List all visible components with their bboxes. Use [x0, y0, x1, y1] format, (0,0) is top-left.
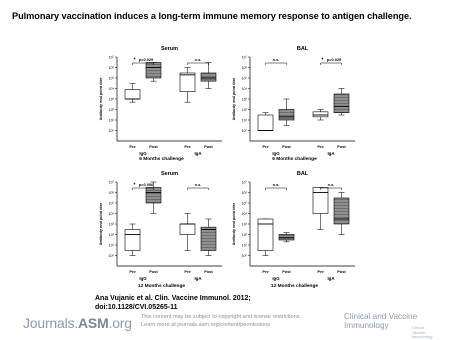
- box-igg-pre: [258, 115, 273, 131]
- box-iga-post: [334, 94, 349, 113]
- y-tick-label: 10⁶: [241, 66, 247, 70]
- y-axis-label: Antibody end point titre: [232, 77, 236, 121]
- footer-bar: [0, 309, 450, 338]
- x-axis-title: 6 Months challenge: [272, 157, 317, 162]
- ns-label: n.s.: [194, 57, 202, 62]
- group-label-iga: IgA: [327, 151, 335, 156]
- journal-mini-line-2: Vaccine: [412, 330, 426, 335]
- y-tick-label: 10⁰: [108, 254, 114, 258]
- x-tick-label: Post: [282, 144, 291, 149]
- y-tick-label: 10⁵: [241, 201, 247, 206]
- panel-title: BAL: [296, 171, 309, 177]
- y-tick-label: 10⁷: [241, 55, 247, 60]
- citation-doi[interactable]: doi:10.1128/CVI.05265-11: [95, 304, 178, 311]
- y-tick-label: 10²: [241, 108, 247, 112]
- x-tick-label: Post: [337, 144, 346, 149]
- y-tick-label: 10⁶: [108, 66, 114, 70]
- box-iga-pre: [180, 73, 195, 92]
- journal-mini-line-3: Immunology: [412, 335, 433, 339]
- x-tick-label: Pre: [129, 144, 136, 149]
- x-tick-label: Pre: [317, 269, 324, 274]
- box-igg-pre: [125, 229, 140, 250]
- citation-line-1: Ana Vujanic et al. Clin. Vaccine Immunol. 2012;: [95, 295, 251, 302]
- x-tick-label: Post: [204, 269, 213, 274]
- y-tick-label: 10³: [108, 97, 114, 102]
- journal-mini-line-1: Clinical: [412, 326, 425, 330]
- y-tick-label: 10⁰: [241, 129, 247, 133]
- y-axis-label: Antibody end point titre: [232, 202, 236, 246]
- x-axis-title: 12 Months challenge: [270, 284, 319, 289]
- y-tick-label: 10³: [241, 222, 247, 227]
- y-tick-label: 10⁵: [108, 201, 114, 206]
- y-tick-label: 10⁵: [241, 76, 247, 81]
- x-tick-label: Pre: [262, 144, 269, 149]
- journal-name-line-2: Immunology: [344, 321, 389, 330]
- box-iga-pre: [180, 224, 195, 235]
- notice-line-1: This content may be subject to copyright and license restrictions.: [141, 314, 302, 320]
- p-value-label: p=0.006: [138, 182, 154, 187]
- box-iga-post: [201, 73, 216, 81]
- y-tick-label: 10⁴: [241, 212, 247, 216]
- y-tick-label: 10²: [241, 233, 247, 237]
- group-label-igg: IgG: [272, 151, 280, 156]
- significance-star: *: [133, 57, 136, 64]
- journal-mini-logo: [412, 326, 433, 340]
- y-tick-label: 10⁴: [241, 87, 247, 91]
- x-tick-label: Pre: [317, 144, 324, 149]
- y-axis-label: Antibody end point titre: [99, 202, 103, 246]
- group-label-iga: IgA: [327, 276, 335, 281]
- x-tick-label: Post: [204, 144, 213, 149]
- group-label-iga: IgA: [194, 276, 202, 281]
- x-tick-label: Pre: [184, 144, 191, 149]
- y-tick-label: 10⁷: [108, 55, 114, 60]
- box-igg-pre: [125, 90, 140, 99]
- box-iga-pre: [313, 187, 328, 213]
- group-label-igg: IgG: [272, 276, 280, 281]
- x-tick-label: Post: [149, 144, 158, 149]
- significance-star: *: [133, 182, 136, 189]
- ns-label: n.s.: [194, 182, 202, 187]
- box-plot-panel-2: [232, 46, 355, 162]
- x-tick-label: Pre: [184, 269, 191, 274]
- x-tick-label: Post: [282, 269, 291, 274]
- significance-star: *: [321, 57, 324, 64]
- y-tick-label: 10⁰: [241, 254, 247, 258]
- x-tick-label: Pre: [129, 269, 136, 274]
- y-tick-label: 10¹: [108, 118, 114, 123]
- ns-label: n.s.: [327, 182, 335, 187]
- y-tick-label: 10⁰: [108, 129, 114, 133]
- y-tick-label: 10⁴: [108, 212, 114, 216]
- journal-logo: [344, 312, 433, 339]
- x-tick-label: Post: [149, 269, 158, 274]
- box-iga-post: [334, 198, 349, 224]
- box-plot-panel-3: [99, 171, 222, 289]
- y-tick-label: 10³: [241, 97, 247, 102]
- x-tick-label: Pre: [262, 269, 269, 274]
- box-plot-panel-4: [232, 171, 355, 289]
- logo-text-asm: ASM: [78, 315, 109, 331]
- box-iga-pre: [313, 112, 328, 117]
- y-tick-label: 10⁶: [108, 191, 114, 195]
- slide-title: Pulmonary vaccination induces a long-term immune memory response to antigen challenge.: [12, 11, 412, 21]
- copyright-notice: [141, 314, 301, 329]
- logo-text-journals: Journals.: [23, 315, 79, 331]
- y-tick-label: 10²: [108, 108, 114, 112]
- y-tick-label: 10⁶: [241, 191, 247, 195]
- p-value-label: p=0.029: [326, 57, 342, 62]
- x-tick-label: Post: [337, 269, 346, 274]
- x-axis-title: 12 Months challenge: [137, 284, 186, 289]
- y-tick-label: 10³: [108, 222, 114, 227]
- y-tick-label: 10¹: [241, 243, 247, 248]
- panel-title: BAL: [296, 46, 309, 52]
- logo-text-org: .org: [108, 315, 132, 331]
- y-tick-label: 10⁵: [108, 76, 114, 81]
- y-tick-label: 10⁴: [108, 87, 114, 91]
- group-label-igg: IgG: [139, 151, 147, 156]
- panel-title: Serum: [160, 171, 179, 177]
- x-axis-title: 6 Months challenge: [139, 157, 184, 162]
- journal-name-line-1: Clinical and Vaccine: [344, 312, 418, 321]
- y-tick-label: 10⁷: [108, 180, 114, 185]
- box-plot-panel-1: [99, 46, 222, 162]
- p-value-label: p=0.029: [138, 57, 154, 62]
- ns-label: n.s.: [272, 57, 280, 62]
- ns-label: n.s.: [272, 182, 280, 187]
- permissions-link[interactable]: Learn more at journals.asm.org/content/permissions: [141, 321, 271, 328]
- y-tick-label: 10¹: [241, 118, 247, 123]
- group-label-iga: IgA: [194, 151, 202, 156]
- panel-title: Serum: [160, 46, 179, 52]
- box-igg-post: [279, 110, 294, 121]
- y-tick-label: 10⁷: [241, 180, 247, 185]
- y-axis-label: Antibody end point titre: [99, 77, 103, 121]
- y-tick-label: 10²: [108, 233, 114, 237]
- journals-asm-logo[interactable]: [23, 315, 132, 331]
- group-label-igg: IgG: [139, 276, 147, 281]
- y-tick-label: 10¹: [108, 243, 114, 248]
- box-iga-post: [201, 227, 216, 250]
